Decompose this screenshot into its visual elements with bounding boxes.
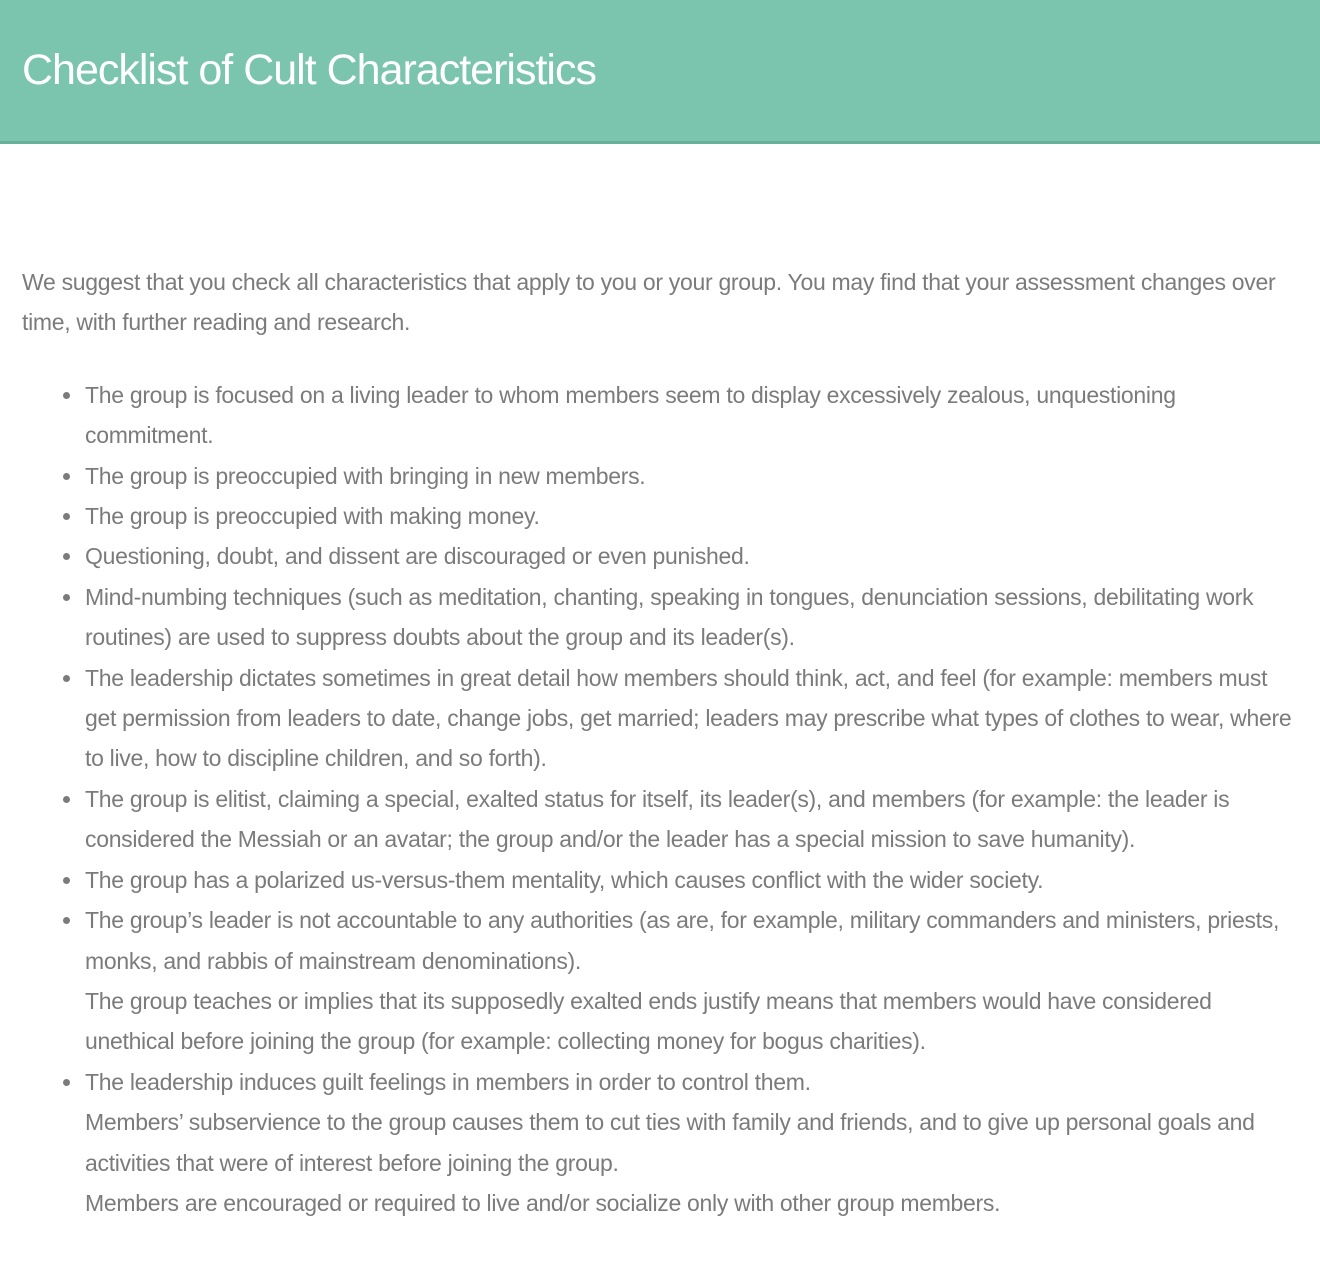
bullet-icon: [63, 796, 70, 803]
checklist-item: [63, 496, 1296, 536]
intro-paragraph: We suggest that you check all characteristics that apply to you or your group. You may find that your assessment changes over time, with further reading and research.: [22, 269, 1276, 336]
bullet-icon: [63, 473, 70, 480]
checklist-item-text: The leadership induces guilt feelings in members in order to control them.: [85, 1068, 811, 1095]
checklist-item-text: Mind-numbing techniques (such as meditation, chanting, speaking in tongues, denunciation sessions, debilitating work routines) are used to suppress doubts about the group and its leader(s).: [85, 583, 1254, 651]
checklist-item: [63, 577, 1296, 658]
content-area: [0, 144, 1320, 1238]
checklist-item-text: The group has a polarized us-versus-them mentality, which causes conflict with the wider society.: [85, 866, 1044, 893]
checklist-item: [63, 1062, 1296, 1102]
page-header-banner: [0, 0, 1320, 144]
page-title: Checklist of Cult Characteristics: [22, 46, 596, 94]
checklist-item-text: Members’ subservience to the group causes them to cut ties with family and friends, and to give up personal goals and activities that were of interest before joining the group.: [85, 1109, 1255, 1176]
bullet-icon: [63, 917, 70, 924]
bullet-icon: [63, 1079, 70, 1086]
bullet-icon: [63, 675, 70, 682]
bullet-icon: [63, 553, 70, 560]
bullet-icon: [63, 877, 70, 884]
checklist-item-text: The group teaches or implies that its supposedly exalted ends justify means that members would have considered unethical before joining the group (for example: collecting money for bogus charities).: [85, 987, 1212, 1055]
checklist-item: [63, 456, 1296, 496]
checklist-item-text: The group is preoccupied with making money.: [85, 503, 540, 530]
checklist-item-text: The leadership dictates sometimes in great detail how members should think, act, and feel (for example: members must get permission from leaders to date, change jobs, get married; leaders may prescribe what types of clothes to wear, where to live, how to discipline children, and so forth).: [85, 664, 1292, 772]
checklist-item: [63, 375, 1296, 456]
checklist-item-text: The group is preoccupied with bringing in new members.: [85, 462, 646, 489]
checklist-item: [63, 1183, 1296, 1223]
bullet-icon: [63, 513, 70, 520]
checklist: [22, 375, 1296, 1224]
bullet-icon: [63, 392, 70, 399]
checklist-item: [63, 779, 1296, 860]
checklist-item-text: The group is elitist, claiming a special, exalted status for itself, its leader(s), and members (for example: the leader is considered the Messiah or an avatar; the group and/or the leader has a special mission to save humanity).: [85, 785, 1230, 853]
checklist-item: [63, 900, 1296, 981]
checklist-item-text: The group’s leader is not accountable to any authorities (as are, for example, military commanders and ministers, priests, monks, and rabbis of mainstream denominations).: [85, 907, 1280, 974]
checklist-item-text: Questioning, doubt, and dissent are discouraged or even punished.: [85, 543, 750, 570]
checklist-item-text: Members are encouraged or required to live and/or socialize only with other group members.: [85, 1189, 1001, 1216]
checklist-item: [63, 658, 1296, 779]
checklist-item: [63, 536, 1296, 576]
checklist-item: [63, 860, 1296, 900]
bullet-icon: [63, 594, 70, 601]
checklist-item: [63, 1102, 1296, 1183]
checklist-item-text: The group is focused on a living leader to whom members seem to display excessively zealous, unquestioning commitment.: [85, 381, 1176, 449]
checklist-item: [63, 981, 1296, 1062]
